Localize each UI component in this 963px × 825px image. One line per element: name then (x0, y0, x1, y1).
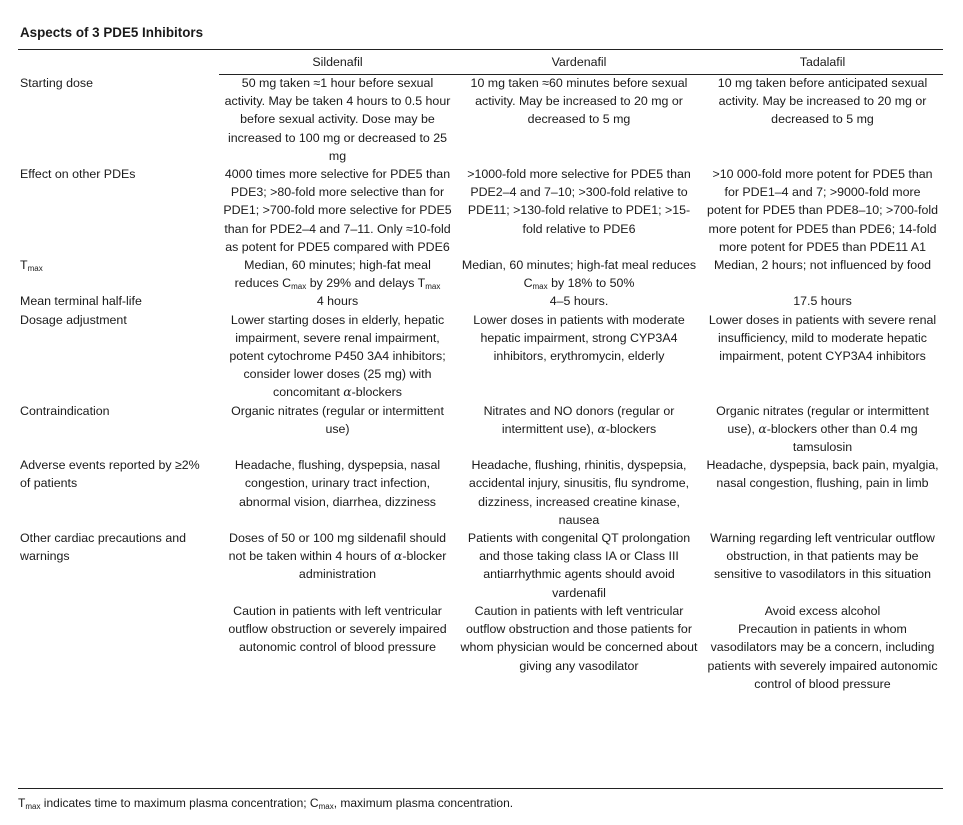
cell-sildenafil: 50 mg taken ≈1 hour before sexual activity. May be taken 4 hours to 0.5 hour before sexual activity. Dose may be increased to 100 mg or decreased to 25 mg (224, 76, 451, 163)
footnote-post: , maximum plasma concentration. (333, 796, 514, 810)
table-title: Aspects of 3 PDE5 Inhibitors (20, 25, 204, 40)
tmax-label-sub: max (27, 264, 43, 274)
table-row (18, 456, 943, 529)
cell-text: -blockers (605, 421, 657, 436)
table-row (18, 256, 943, 292)
cell-tadalafil: >10 000-fold more potent for PDE5 than for PDE1–4 and 7; >9000-fold more potent for PDE5 than PDE8–10; >700-fold more potent for PDE5 than PDE6; 14-fold more potent for PDE5 than PDE11 A1 (706, 167, 939, 254)
cell-text: Doses of 50 or 100 mg sildenafil should not be taken within 4 hours of (228, 531, 446, 564)
cell-vardenafil (456, 402, 702, 457)
cell-text: -blockers other than 0.4 mg tamsulosin (766, 421, 918, 455)
cell-text: Organic nitrates (regular or intermittent use), (716, 403, 929, 436)
cell-vardenafil: 4–5 hours. (549, 294, 609, 309)
cell-tadalafil: Lower doses in patients with severe renal insufficiency, mild to moderate hepatic impairment, potent CYP3A4 inhibitors (708, 312, 937, 364)
table-row (18, 74, 943, 165)
cell-tadalafil (702, 602, 943, 693)
cell-text: by 18% to 50% (547, 276, 635, 291)
cell-tadalafil: Median, 2 hours; not influenced by food (714, 258, 931, 273)
row-label (18, 602, 219, 693)
cell-vardenafil: Lower doses in patients with moderate hepatic impairment, strong CYP3A4 inhibitors, erythromycin, elderly (473, 312, 685, 364)
footnote-mid: indicates time to maximum plasma concentration; C (40, 796, 319, 810)
footnote-c-sub: max (318, 802, 334, 811)
cell-sildenafil: 4000 times more selective for PDE5 than PDE3; >80-fold more selective than for PDE1; >700-fold more selective for PDE5 than for PDE2–4 and 7–11. Only ≈10-fold as potent for PDE5 compared with PDE6 (223, 167, 452, 254)
row-label: Starting dose (20, 76, 94, 90)
tmax-label-main: T (20, 258, 28, 273)
row-label: Contraindication (20, 403, 110, 418)
cell-text: Lower starting doses in elderly, hepatic impairment, severe renal impairment, potent cytochrome P450 3A4 inhibitors; consider lower doses (25 mg) with concomitant (229, 312, 446, 400)
cell-tadalafil: Headache, dyspepsia, back pain, myalgia, nasal congestion, flushing, pain in limb (706, 458, 939, 491)
footnote (18, 794, 513, 812)
cell-tadalafil: 17.5 hours (793, 294, 852, 309)
cell-tadalafil: Warning regarding left ventricular outflow obstruction, in that patients may be sensitive to vasodilators in this situation (710, 531, 935, 582)
cell-sildenafil: 4 hours (316, 294, 359, 309)
cell-text: by 29% and delays T (306, 276, 426, 291)
cell-text: Median, 60 minutes; high-fat meal reduces C (234, 258, 431, 291)
cell-tadalafil: 10 mg taken before anticipated sexual activity. May be increased to 20 mg or decreased to 5 mg (717, 76, 928, 127)
table-row (18, 292, 943, 310)
row-label: Dosage adjustment (20, 312, 127, 327)
cell-vardenafil: Patients with congenital QT prolongation and those taking class IA or Class III antiarrhythmic agents should avoid vardenafil (467, 531, 691, 600)
cell-vardenafil (456, 256, 702, 292)
table-row (18, 402, 943, 457)
cell-text: -blocker administration (298, 549, 447, 582)
table-row (18, 311, 943, 402)
header-row (18, 53, 943, 74)
cell-tadalafil (702, 402, 943, 457)
cell-vardenafil: Headache, flushing, rhinitis, dyspepsia, accidental injury, sinusitis, flu syndrome, dizziness, increased creatine kinase, nausea (468, 458, 690, 527)
cell-text: -blockers (351, 385, 402, 400)
cell-subscript: max (425, 282, 441, 292)
row-label: Mean terminal half-life (20, 294, 142, 309)
cell-sildenafil: Caution in patients with left ventricular outflow obstruction or severely impaired autonomic control of blood pressure (228, 603, 447, 655)
pde5-table (18, 53, 943, 693)
footnote-t-sub: max (25, 802, 41, 811)
table-row (18, 165, 943, 256)
header-empty (18, 53, 219, 74)
alpha-symbol: α (393, 548, 403, 564)
cell-subscript: max (291, 282, 307, 292)
row-label: Adverse events reported by ≥2% of patients (20, 458, 200, 491)
cell-line: Precaution in patients in whom vasodilators may be a concern, including patients with severely impaired autonomic control of blood pressure (707, 622, 938, 691)
alpha-symbol: α (597, 420, 606, 436)
cell-vardenafil: Caution in patients with left ventricular outflow obstruction and those patients for whom physician would be concerned about giving any vasodilator (460, 603, 698, 673)
cell-vardenafil: >1000-fold more selective for PDE5 than PDE2–4 and 7–10; >300-fold relative to PDE11; >130-fold relative to PDE1; >15-fold relative to PDE6 (467, 167, 691, 236)
alpha-symbol: α (343, 384, 352, 400)
table-row (18, 529, 943, 602)
row-label: Effect on other PDEs (20, 167, 136, 182)
row-label (18, 256, 219, 292)
header-vardenafil: Vardenafil (551, 55, 607, 69)
row-label: Other cardiac precautions and warnings (20, 531, 186, 564)
cell-sildenafil (219, 256, 456, 292)
top-rule (18, 49, 943, 50)
footnote-t: T (18, 796, 26, 810)
cell-sildenafil: Organic nitrates (regular or intermittent use) (231, 403, 444, 436)
cell-vardenafil: 10 mg taken ≈60 minutes before sexual activity. May be increased to 20 mg or decreased to 5 mg (470, 76, 688, 127)
cell-sildenafil (219, 311, 456, 402)
cell-sildenafil: Headache, flushing, dyspepsia, nasal congestion, urinary tract infection, abnormal vision, diarrhea, dizziness (234, 458, 441, 509)
header-sildenafil: Sildenafil (312, 55, 363, 69)
cell-text: Nitrates and NO donors (regular or intermittent use), (483, 403, 675, 436)
cell-text: Median, 60 minutes; high-fat meal reduces C (461, 258, 697, 291)
header-tadalafil: Tadalafil (799, 55, 846, 69)
cell-line: Avoid excess alcohol (764, 603, 881, 618)
bottom-rule (18, 788, 943, 789)
cell-sildenafil (219, 529, 456, 602)
table-row (18, 602, 943, 693)
cell-subscript: max (532, 282, 548, 292)
alpha-symbol: α (758, 420, 767, 436)
